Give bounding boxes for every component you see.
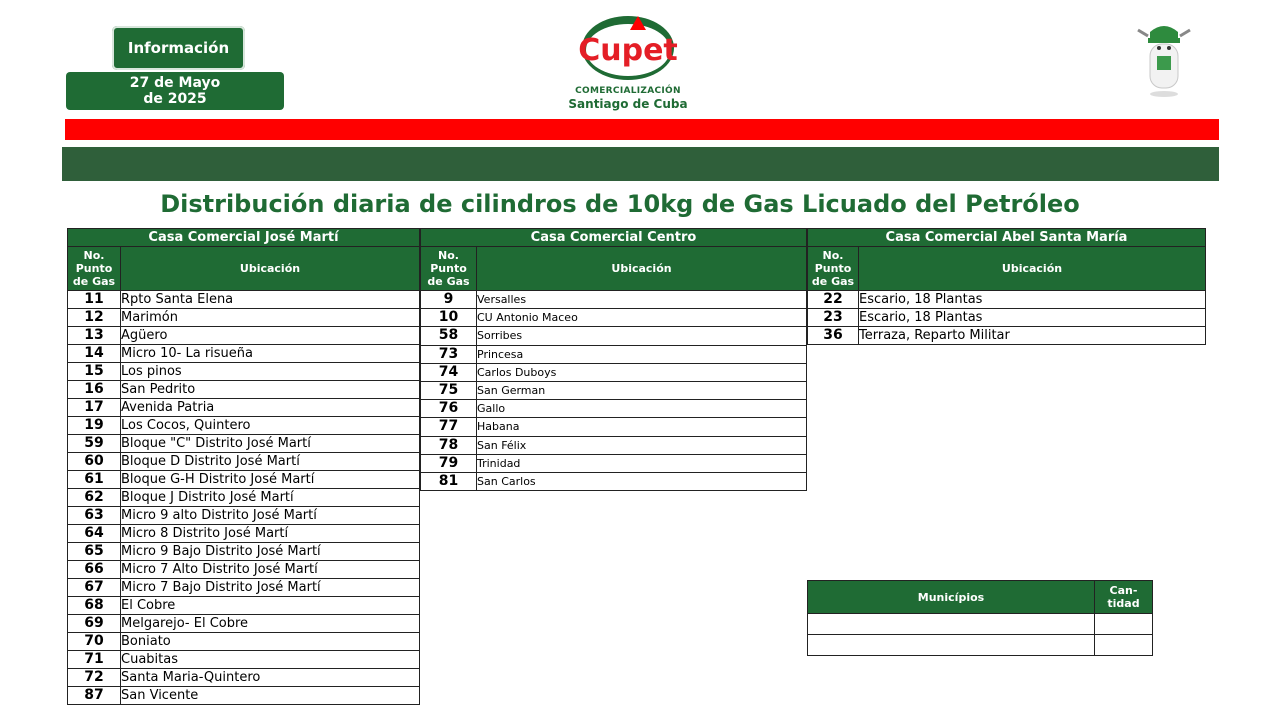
point-location: Agüero	[121, 327, 420, 345]
table-row	[68, 525, 420, 543]
point-number: 79	[421, 454, 477, 472]
point-number: 69	[68, 615, 121, 633]
municipio-cell	[808, 635, 1095, 656]
point-location: Bloque J Distrito José Martí	[121, 489, 420, 507]
point-location: San German	[477, 381, 807, 399]
point-number: 63	[68, 507, 121, 525]
table-row	[68, 345, 420, 363]
point-location: San Félix	[477, 436, 807, 454]
table-centro	[420, 228, 807, 491]
table-row	[68, 453, 420, 471]
info-label: Información	[127, 39, 230, 57]
table-row	[68, 363, 420, 381]
table-row	[68, 435, 420, 453]
table-row	[421, 472, 807, 490]
logo-subtitle-2: Santiago de Cuba	[568, 97, 688, 111]
point-number: 23	[808, 309, 859, 327]
point-number: 70	[68, 633, 121, 651]
table-row	[68, 471, 420, 489]
location-column-header: Ubicación	[477, 247, 807, 291]
point-location: Micro 9 Bajo Distrito José Martí	[121, 543, 420, 561]
page-title: Distribución diaria de cilindros de 10kg de Gas Licuado del Petróleo	[160, 190, 1080, 218]
house-header: Casa Comercial Abel Santa María	[808, 229, 1206, 247]
table-row	[421, 436, 807, 454]
point-location: San Pedrito	[121, 381, 420, 399]
number-column-header: No. Punto de Gas	[68, 247, 121, 291]
cantidad-cell	[1095, 635, 1153, 656]
table-row	[808, 309, 1206, 327]
point-location: Micro 7 Bajo Distrito José Martí	[121, 579, 420, 597]
point-location: Los Cocos, Quintero	[121, 417, 420, 435]
point-location: Bloque D Distrito José Martí	[121, 453, 420, 471]
point-number: 11	[68, 291, 121, 309]
point-location: San Carlos	[477, 472, 807, 490]
cantidad-cell	[1095, 614, 1153, 635]
green-divider-bar	[62, 147, 1219, 181]
point-location: Micro 8 Distrito José Martí	[121, 525, 420, 543]
table-row	[68, 417, 420, 435]
table-row	[808, 327, 1206, 345]
municipio-cell	[808, 614, 1095, 635]
point-number: 9	[421, 291, 477, 309]
point-number: 22	[808, 291, 859, 309]
table-row	[421, 345, 807, 363]
point-location: El Cobre	[121, 597, 420, 615]
point-location: Santa Maria-Quintero	[121, 669, 420, 687]
table-row	[68, 633, 420, 651]
point-location: Habana	[477, 418, 807, 436]
point-number: 76	[421, 400, 477, 418]
point-location: Micro 7 Alto Distrito José Martí	[121, 561, 420, 579]
red-divider-bar	[65, 119, 1219, 140]
point-number: 81	[421, 472, 477, 490]
point-location: Rpto Santa Elena	[121, 291, 420, 309]
number-column-header: No. Punto de Gas	[421, 247, 477, 291]
point-location: Escario, 18 Plantas	[859, 309, 1206, 327]
point-location: Escario, 18 Plantas	[859, 291, 1206, 309]
point-number: 62	[68, 489, 121, 507]
table-municipios	[807, 580, 1153, 656]
point-location: Avenida Patria	[121, 399, 420, 417]
point-number: 36	[808, 327, 859, 345]
point-number: 16	[68, 381, 121, 399]
point-location: Sorribes	[477, 327, 807, 345]
table-jose-marti	[67, 228, 420, 705]
gas-cylinder-mascot-icon	[1128, 18, 1200, 100]
point-number: 64	[68, 525, 121, 543]
table-abel-santa-maria	[807, 228, 1206, 345]
location-column-header: Ubicación	[121, 247, 420, 291]
point-number: 66	[68, 561, 121, 579]
table-row	[421, 327, 807, 345]
point-number: 71	[68, 651, 121, 669]
rows-jose-marti	[68, 291, 420, 705]
table-row	[68, 291, 420, 309]
point-number: 67	[68, 579, 121, 597]
point-number: 77	[421, 418, 477, 436]
table-row	[421, 309, 807, 327]
point-number: 17	[68, 399, 121, 417]
point-location: Boniato	[121, 633, 420, 651]
point-number: 58	[421, 327, 477, 345]
table-row	[68, 579, 420, 597]
date-line-1: 27 de Mayo	[129, 75, 221, 91]
point-number: 60	[68, 453, 121, 471]
point-number: 19	[68, 417, 121, 435]
point-location: Versalles	[477, 291, 807, 309]
table-row	[421, 291, 807, 309]
point-number: 68	[68, 597, 121, 615]
date-badge	[66, 72, 284, 110]
point-location: Cuabitas	[121, 651, 420, 669]
location-column-header: Ubicación	[859, 247, 1206, 291]
table-row	[421, 400, 807, 418]
municipios-header: Municípios	[808, 581, 1095, 614]
table-row	[68, 327, 420, 345]
point-number: 78	[421, 436, 477, 454]
table-row	[68, 687, 420, 705]
point-location: San Vicente	[121, 687, 420, 705]
rows-centro	[421, 291, 807, 491]
point-number: 14	[68, 345, 121, 363]
point-number: 61	[68, 471, 121, 489]
point-location: Carlos Duboys	[477, 363, 807, 381]
house-header: Casa Comercial Centro	[421, 229, 807, 247]
point-number: 74	[421, 363, 477, 381]
cantidad-header: Can- tidad	[1095, 581, 1153, 614]
house-header: Casa Comercial José Martí	[68, 229, 420, 247]
point-location: Melgarejo- El Cobre	[121, 615, 420, 633]
point-location: Gallo	[477, 400, 807, 418]
table-row	[68, 399, 420, 417]
rows-abel-santa-maria	[808, 291, 1206, 345]
table-row	[68, 381, 420, 399]
point-number: 75	[421, 381, 477, 399]
point-location: Micro 9 alto Distrito José Martí	[121, 507, 420, 525]
point-number: 13	[68, 327, 121, 345]
table-row	[808, 291, 1206, 309]
table-row	[68, 651, 420, 669]
table-row	[421, 381, 807, 399]
table-row	[68, 507, 420, 525]
number-column-header: No. Punto de Gas	[808, 247, 859, 291]
table-row	[68, 561, 420, 579]
point-location: Trinidad	[477, 454, 807, 472]
point-number: 72	[68, 669, 121, 687]
point-number: 87	[68, 687, 121, 705]
table-row	[68, 309, 420, 327]
point-location: Los pinos	[121, 363, 420, 381]
point-location: Bloque "C" Distrito José Martí	[121, 435, 420, 453]
table-row	[421, 363, 807, 381]
point-location: Terraza, Reparto Militar	[859, 327, 1206, 345]
point-number: 65	[68, 543, 121, 561]
table-row	[68, 669, 420, 687]
point-location: Marimón	[121, 309, 420, 327]
point-number: 59	[68, 435, 121, 453]
table-row	[68, 543, 420, 561]
table-row	[808, 635, 1153, 656]
table-row	[808, 614, 1153, 635]
cupet-logo	[566, 14, 690, 114]
logo-brand: Cupet	[578, 33, 678, 68]
cupet-logo-icon	[576, 14, 680, 84]
table-row	[68, 597, 420, 615]
point-number: 15	[68, 363, 121, 381]
point-location: Princesa	[477, 345, 807, 363]
table-row	[421, 454, 807, 472]
point-location: CU Antonio Maceo	[477, 309, 807, 327]
point-number: 12	[68, 309, 121, 327]
point-number: 10	[421, 309, 477, 327]
table-row	[68, 615, 420, 633]
table-row	[421, 418, 807, 436]
date-line-2: de 2025	[143, 91, 207, 107]
table-row	[68, 489, 420, 507]
point-location: Bloque G-H Distrito José Martí	[121, 471, 420, 489]
point-location: Micro 10- La risueña	[121, 345, 420, 363]
point-number: 73	[421, 345, 477, 363]
info-badge	[112, 26, 245, 70]
logo-subtitle-1: COMERCIALIZACIÓN	[575, 86, 681, 96]
